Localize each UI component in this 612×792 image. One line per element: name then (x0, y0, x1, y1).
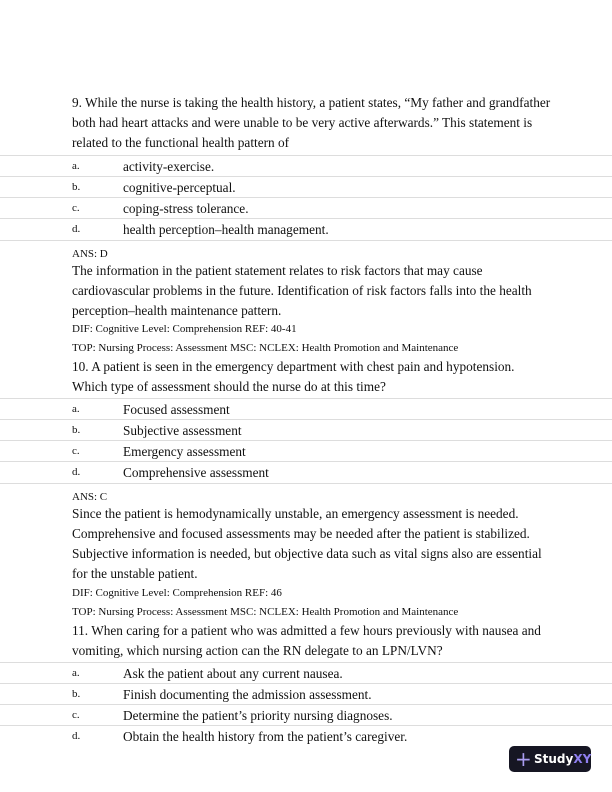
dif-line: DIF: Cognitive Level: Comprehension REF: 46 (72, 587, 282, 599)
option-d (0, 461, 612, 484)
option-b (0, 683, 612, 705)
option-letter: c. (72, 709, 80, 721)
option-text: Focused assessment (123, 402, 230, 417)
option-b (0, 176, 612, 198)
option-letter: d. (72, 730, 81, 742)
option-letter: c. (72, 202, 80, 214)
option-d (0, 725, 612, 747)
option-a (0, 662, 612, 684)
option-letter: d. (72, 466, 81, 478)
top-line: TOP: Nursing Process: Assessment MSC: NCLEX: Health Promotion and Maintenance (72, 606, 459, 618)
rationale: The information in the patient statement relates to risk factors that may cause cardiovascular problems in the future. Identification of risk factors falls into the health perception–health maintenance pattern. (72, 263, 532, 318)
question-11-stem: 11. When caring for a patient who was admitted a few hours previously with nausea and vomiting, which nursing action can the RN delegate to an LPN/LVN? (72, 623, 541, 658)
option-text: Ask the patient about any current nausea. (123, 666, 343, 681)
option-letter: b. (72, 181, 81, 193)
plus-icon: + (515, 747, 532, 771)
option-c (0, 197, 612, 219)
option-letter: d. (72, 223, 81, 235)
option-letter: a. (72, 160, 80, 172)
question-9-stem: 9. While the nurse is taking the health history, a patient states, “My father and grandfather both had heart attacks and were unable to be very active afterwards.” This statement is related to the functional health pattern of (72, 95, 551, 150)
option-letter: c. (72, 445, 80, 457)
option-letter: a. (72, 667, 80, 679)
option-text: Obtain the health history from the patient’s caregiver. (123, 729, 408, 744)
top-line: TOP: Nursing Process: Assessment MSC: NCLEX: Health Promotion and Maintenance (72, 342, 459, 354)
answer: ANS: C (72, 491, 108, 503)
rationale: Since the patient is hemodynamically unstable, an emergency assessment is needed. Comprehensive and focused assessments may be needed after the patient is stabilized. Subjective information is needed, but objective data such as vital signs also are essential for the unstable patient. (72, 506, 542, 581)
logo-text: StudyXY (534, 752, 592, 766)
option-letter: a. (72, 403, 80, 415)
option-text: coping-stress tolerance. (123, 201, 249, 216)
option-d (0, 218, 612, 241)
option-text: Subjective assessment (123, 423, 242, 438)
option-text: activity-exercise. (123, 159, 215, 174)
option-a (0, 155, 612, 177)
option-text: Finish documenting the admission assessment. (123, 687, 372, 702)
option-c (0, 440, 612, 462)
answer: ANS: D (72, 248, 108, 260)
option-b (0, 419, 612, 441)
studyxy-logo[interactable] (509, 746, 591, 772)
option-text: health perception–health management. (123, 222, 329, 237)
option-letter: b. (72, 424, 81, 436)
option-text: cognitive-perceptual. (123, 180, 236, 195)
question-10-stem: 10. A patient is seen in the emergency department with chest pain and hypotension. Which type of assessment should the nurse do at this time? (72, 359, 515, 394)
option-letter: b. (72, 688, 81, 700)
option-a (0, 398, 612, 420)
option-text: Emergency assessment (123, 444, 246, 459)
option-text: Determine the patient’s priority nursing diagnoses. (123, 708, 393, 723)
option-c (0, 704, 612, 726)
option-text: Comprehensive assessment (123, 465, 269, 480)
dif-line: DIF: Cognitive Level: Comprehension REF: 40-41 (72, 323, 297, 335)
